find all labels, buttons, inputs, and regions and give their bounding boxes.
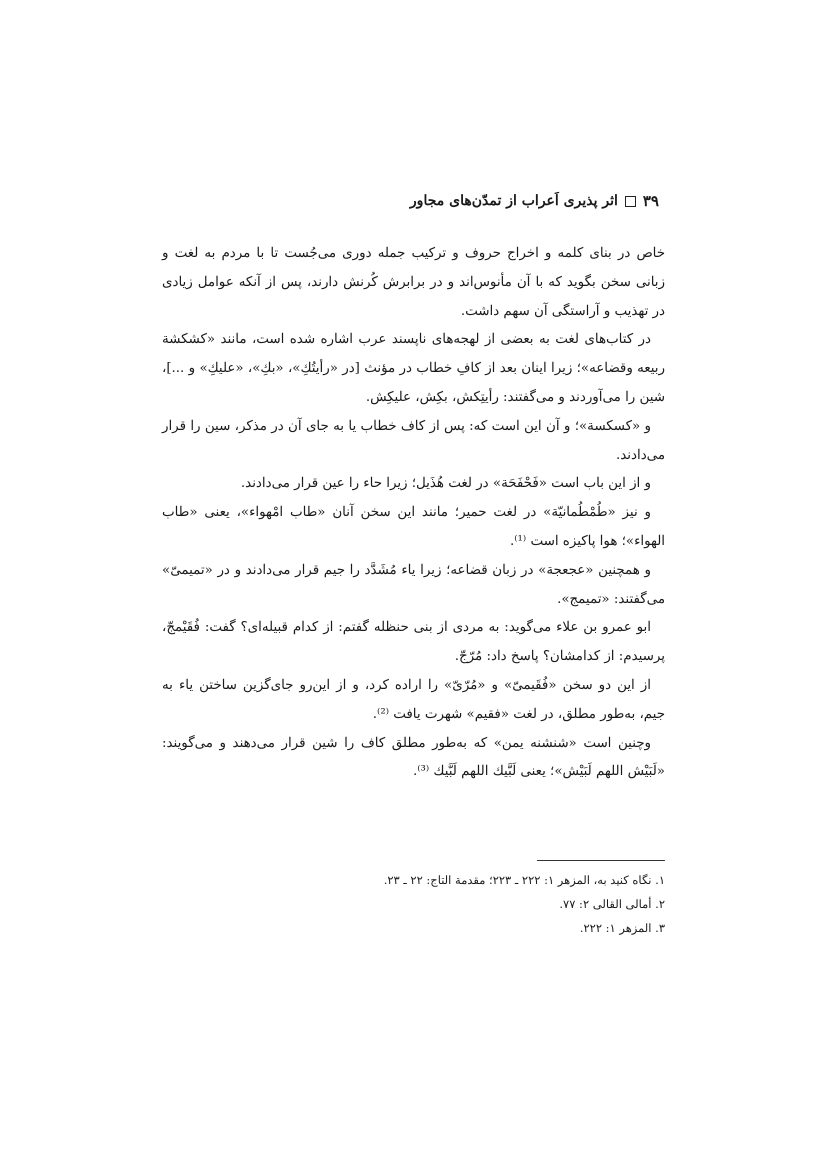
running-header: [410, 192, 659, 210]
footnote: ۳. المزهر ۱: ۲۲۲.: [579, 921, 665, 935]
main-text: [162, 240, 665, 787]
running-title: اثر پذیری اَعراب از تمدّن‌های مجاور: [409, 193, 618, 209]
paragraph: خاص در بنای کلمه و اخراج حروف و ترکیب جمله دوری می‌جُست تا با مردم به لغت و زبانی سخن بگوید که با آن مأنوس‌اند و در برابرش کُرنش دارند، پس از آنکه عوامل زیادی در تهذیب و آراستگی آن سهم داشت.: [162, 246, 665, 319]
paragraph: و همچنین «عجعجة» در زبان قضاعه؛ زیرا یاء مُشَدَّد را جیم قرار می‌دادند و در «تمیمیّ» می‌گفتند: «تمیمج».: [162, 562, 665, 607]
paragraph: وچنین است «شنشنه یمن» که به‌طور مطلق کاف را شین قرار می‌دهند و می‌گویند: «لَبَیْش اللهم لَبَیْش»؛ یعنی لَبَّیك اللهم لَبَّیك ⁽³⁾.: [162, 735, 665, 780]
paragraph: در کتاب‌های لغت به بعضی از لهجه‌های ناپسند عرب اشاره شده است، مانند «کشکشة ربیعه وقضاعه»؛ زیرا اینان بعد از کافِ خطاب در مؤنث [در «رأیتُكِ»، «بكِ»، «علیكِ» و ...]، شین را می‌آوردند و می‌گفتند: رأیتِکش، بکِش، علیکِش.: [162, 332, 665, 405]
paragraph: و نیز «طُمْطُمانیّة» در لغت حمیر؛ مانند این سخن آنان «طاب امْهواء»، یعنی «طاب الهواء»؛ هوا پاکیزه است ⁽¹⁾.: [162, 505, 665, 549]
paragraph: از این دو سخن «فُقَیمیّ» و «مُرّیّ» را اراده کرد، و از این‌رو جای‌گزین ساختن یاء به جیم، به‌طور مطلق، در لغت «فقیم» شهرت یافت ⁽²⁾.: [162, 677, 665, 722]
footnote: ۱. نگاه کنید به، المزهر ۱: ۲۲۲ ـ ۲۲۳؛ مقدمة التاج: ۲۲ ـ ۲۳.: [383, 873, 665, 887]
page-number: ۳۹: [642, 192, 659, 210]
paragraph: و از این باب است «فَحْفَحَة» در لغت هُذَیل؛ زیرا حاء را عین قرار می‌دادند.: [240, 476, 651, 492]
square-box-icon: [625, 196, 636, 207]
paragraph: ابو عمرو بن علاء می‌گوید: به مردی از بنی حنظله گفتم: از کدام قبیله‌ای؟ گفت: فُقَیْمجّ، پرسیدم: از کدامشان؟ پاسخ داد: مُرّجّ.: [162, 620, 665, 665]
footnote: ۲. أمالی القالی ۲: ۷۷.: [559, 897, 665, 911]
footnote-divider: [537, 860, 665, 861]
footnotes: [162, 868, 665, 940]
paragraph: و «کسکسة»؛ و آن این است که: پس از کاف خطاب یا به جای آن در مذکر، سین را قرار می‌دادند.: [162, 418, 665, 463]
